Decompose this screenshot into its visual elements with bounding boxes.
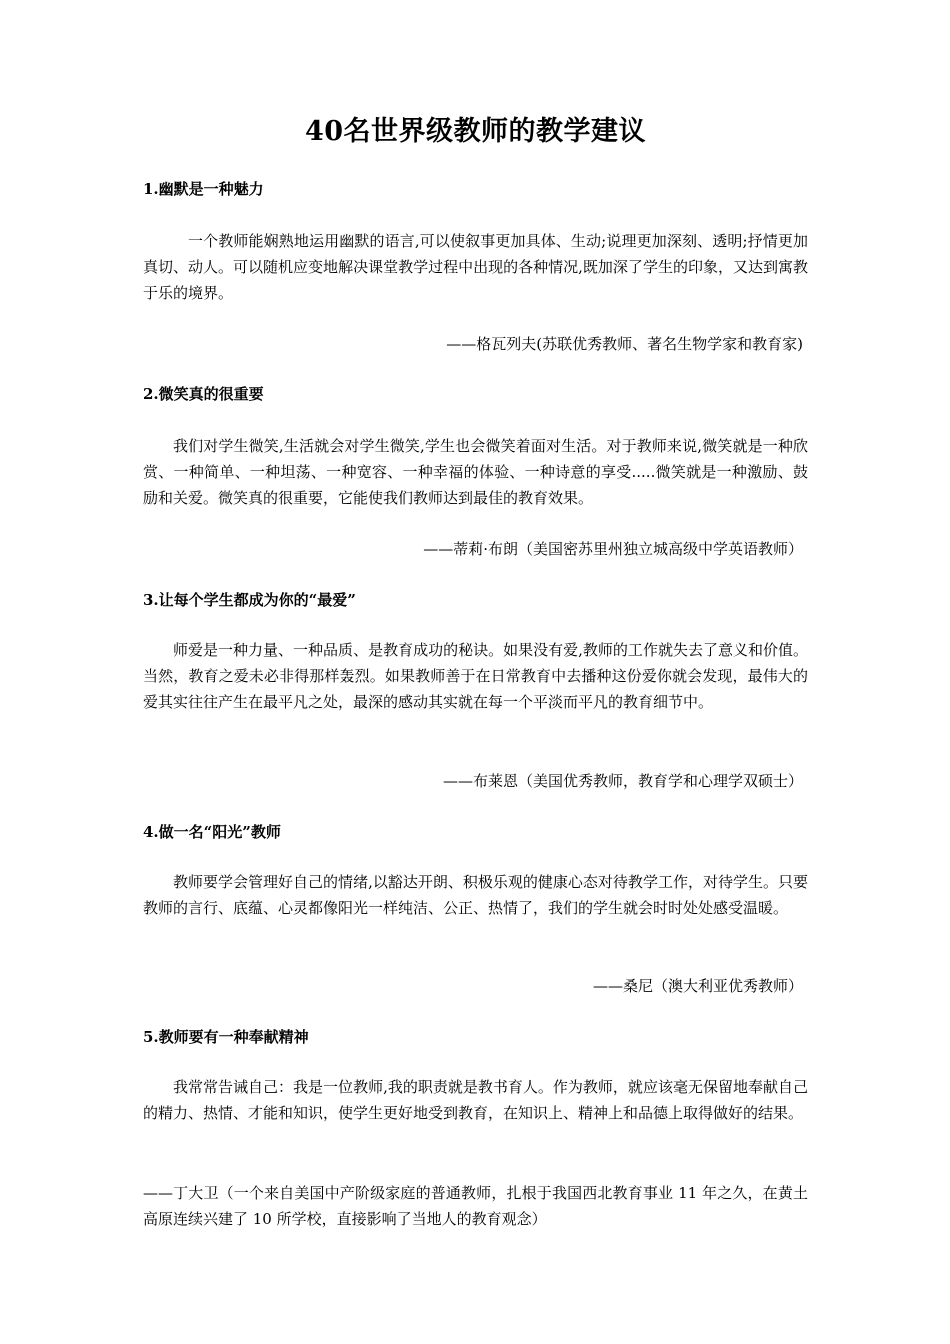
section-attribution-4: ——桑尼（澳大利亚优秀教师） — [592, 977, 803, 995]
section-attribution-1: ——格瓦列夫(苏联优秀教师、著名生物学家和教育家) — [446, 335, 803, 353]
section-paragraph-5: 我常常告诫自己：我是一位教师,我的职责就是教书育人。作为教师，就应该毫无保留地奉献自己的精力、热情、才能和知识，使学生更好地受到教育，在知识上、精神上和品德上取得做好的结果。 — [143, 1078, 808, 1122]
section-attribution-2: ——蒂莉·布朗（美国密苏里州独立城高级中学英语教师） — [423, 540, 803, 558]
document-title: 40名世界级教师的教学建议 — [304, 116, 647, 147]
section-heading-5: 5.教师要有一种奉献精神 — [143, 1028, 309, 1046]
section-paragraph-2: 我们对学生微笑,生活就会对学生微笑,学生也会微笑着面对生活。对于教师来说,微笑就是一种欣赏、一种简单、一种坦荡、一种宽容、一种幸福的体验、一种诗意的享受.....微笑就是一种激励、鼓励和关爱。微笑真的很重要，它能使我们教师达到最佳的教育效果。 — [143, 437, 808, 507]
section-heading-3: 3.让每个学生都成为你的“最爱” — [143, 591, 356, 609]
section-attribution-5: ——丁大卫（一个来自美国中产阶级家庭的普通教师，扎根于我国西北教育事业 11 年之久，在黄土高原连续兴建了 10 所学校，直接影响了当地人的教育观念） — [143, 1184, 808, 1228]
section-paragraph-1: 一个教师能娴熟地运用幽默的语言,可以使叙事更加具体、生动;说理更加深刻、透明;抒情更加真切、动人。可以随机应变地解决课堂教学过程中出现的各种情况,既加深了学生的印象，又达到寓教于乐的境界。 — [143, 232, 808, 302]
section-paragraph-4: 教师要学会管理好自己的情绪,以豁达开朗、积极乐观的健康心态对待教学工作，对待学生。只要教师的言行、底蕴、心灵都像阳光一样纯洁、公正、热情了，我们的学生就会时时处处感受温暖。 — [143, 873, 808, 917]
section-heading-4: 4.做一名“阳光”教师 — [143, 823, 281, 841]
section-heading-2: 2.微笑真的很重要 — [143, 385, 264, 403]
section-attribution-3: ——布莱恩（美国优秀教师，教育学和心理学双硕士） — [442, 772, 803, 790]
section-heading-1: 1.幽默是一种魅力 — [143, 180, 264, 198]
section-paragraph-3: 师爱是一种力量、一种品质、是教育成功的秘诀。如果没有爱,教师的工作就失去了意义和价值。当然，教育之爱未必非得那样轰烈。如果教师善于在日常教育中去播种这份爱你就会发现，最伟大的爱其实往往产生在最平凡之处，最深的感动其实就在每一个平淡而平凡的教育细节中。 — [143, 641, 808, 711]
